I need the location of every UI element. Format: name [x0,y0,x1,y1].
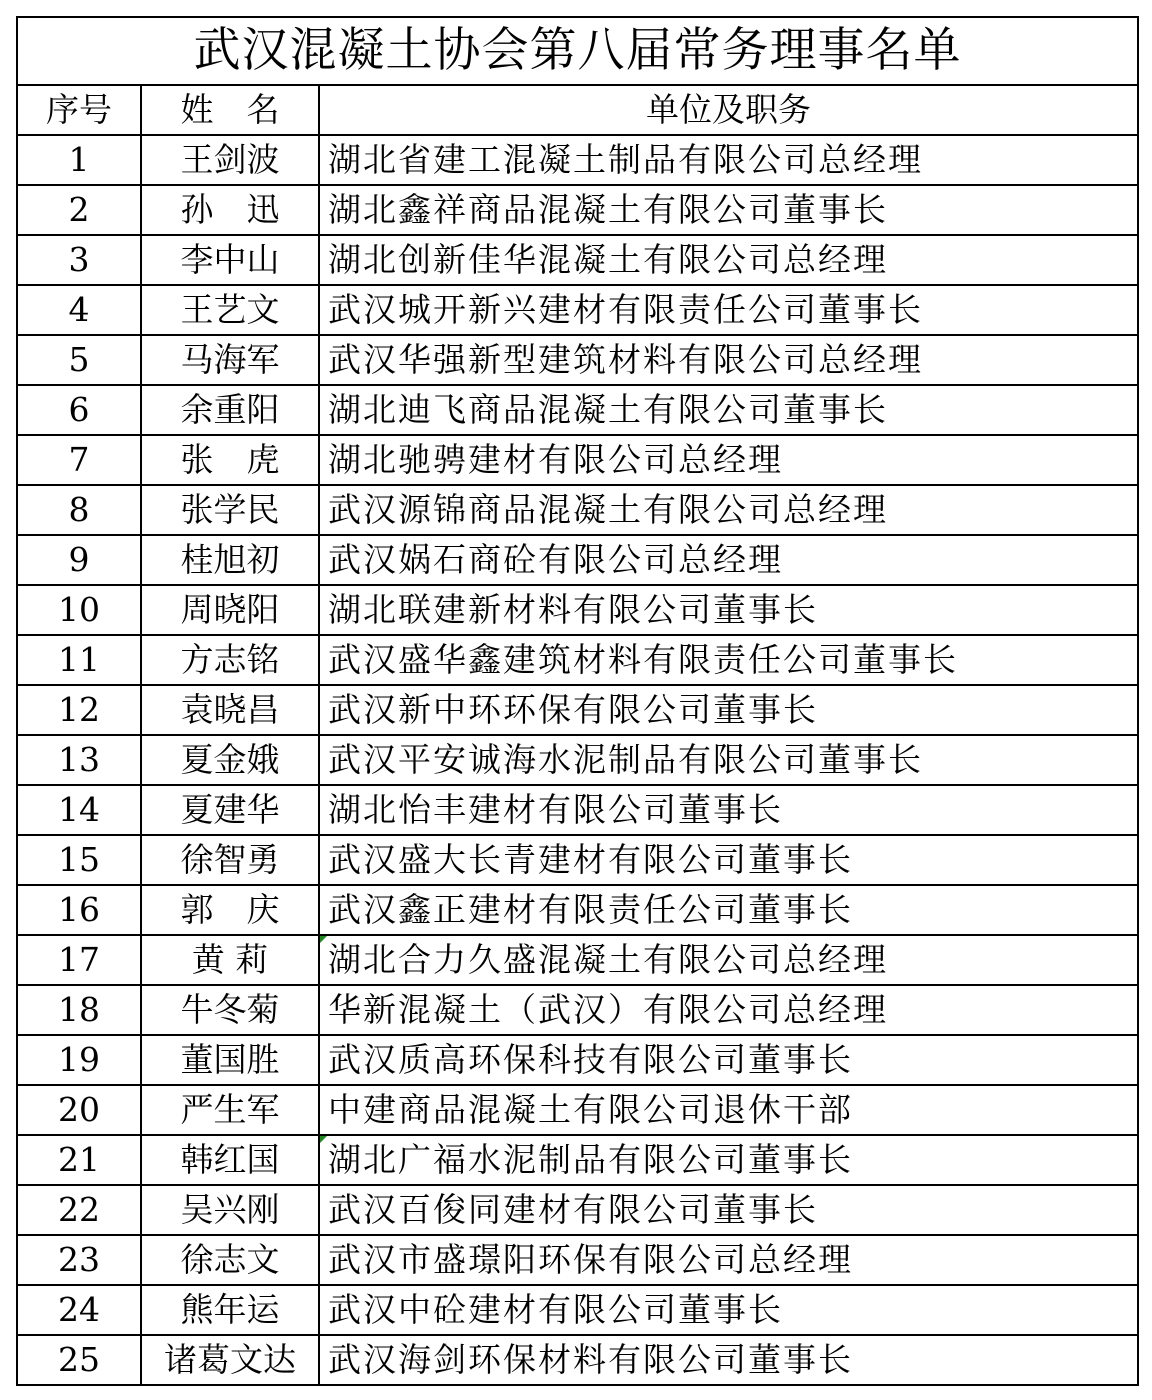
table-row [17,535,1138,585]
row-number: 17 [17,935,141,985]
row-number: 20 [17,1085,141,1135]
row-number: 4 [17,285,141,335]
member-organization: 武汉中砼建材有限公司董事长 [319,1285,1138,1335]
title-row [17,17,1138,85]
table-row [17,685,1138,735]
member-name: 袁晓昌 [141,685,319,735]
table-row [17,485,1138,535]
row-number: 25 [17,1335,141,1385]
row-number: 19 [17,1035,141,1085]
member-organization: 武汉市盛璟阳环保有限公司总经理 [319,1235,1138,1285]
table-row [17,1335,1138,1385]
member-name: 余重阳 [141,385,319,435]
member-organization: 湖北怡丰建材有限公司董事长 [319,785,1138,835]
row-number: 24 [17,1285,141,1335]
member-name: 徐志文 [141,1235,319,1285]
member-organization: 武汉源锦商品混凝土有限公司总经理 [319,485,1138,535]
table-row [17,135,1138,185]
member-organization: 湖北迪飞商品混凝土有限公司董事长 [319,385,1138,435]
table-row [17,885,1138,935]
table-row [17,435,1138,485]
row-number: 7 [17,435,141,485]
member-organization: 湖北鑫祥商品混凝土有限公司董事长 [319,185,1138,235]
row-number: 13 [17,735,141,785]
member-organization: 湖北创新佳华混凝土有限公司总经理 [319,235,1138,285]
member-name: 夏金娥 [141,735,319,785]
member-name: 黄 莉 [141,935,319,985]
row-number: 12 [17,685,141,735]
member-organization: 武汉海剑环保材料有限公司董事长 [319,1335,1138,1385]
member-name: 王艺文 [141,285,319,335]
member-name: 严生军 [141,1085,319,1135]
table-row [17,785,1138,835]
table-row [17,1085,1138,1135]
row-number: 15 [17,835,141,885]
member-organization: 武汉盛华鑫建筑材料有限责任公司董事长 [319,635,1138,685]
member-name: 牛冬菊 [141,985,319,1035]
member-name: 孙 迅 [141,185,319,235]
table-row [17,185,1138,235]
header-row [17,85,1138,135]
row-number: 22 [17,1185,141,1235]
table-row [17,1235,1138,1285]
row-number: 21 [17,1135,141,1185]
member-name: 董国胜 [141,1035,319,1085]
table-row [17,1185,1138,1235]
member-organization: 湖北驰骋建材有限公司总经理 [319,435,1138,485]
member-organization: 武汉新中环环保有限公司董事长 [319,685,1138,735]
member-name: 桂旭初 [141,535,319,585]
member-name: 李中山 [141,235,319,285]
table-row [17,585,1138,635]
header-name: 姓 名 [141,85,319,135]
table-row [17,835,1138,885]
table-row [17,235,1138,285]
table-row [17,385,1138,435]
header-no: 序号 [17,85,141,135]
member-name: 韩红国 [141,1135,319,1185]
row-number: 8 [17,485,141,535]
member-organization: 湖北广福水泥制品有限公司董事长 [319,1135,1138,1185]
table-row [17,735,1138,785]
member-organization: 武汉百俊同建材有限公司董事长 [319,1185,1138,1235]
row-number: 14 [17,785,141,835]
member-organization: 中建商品混凝土有限公司退休干部 [319,1085,1138,1135]
row-number: 23 [17,1235,141,1285]
member-name: 徐智勇 [141,835,319,885]
member-organization: 武汉质高环保科技有限公司董事长 [319,1035,1138,1085]
member-organization: 武汉华强新型建筑材料有限公司总经理 [319,335,1138,385]
row-number: 5 [17,335,141,385]
member-organization: 华新混凝土（武汉）有限公司总经理 [319,985,1138,1035]
member-name: 张 虎 [141,435,319,485]
table-row [17,1035,1138,1085]
member-name: 熊年运 [141,1285,319,1335]
row-number: 6 [17,385,141,435]
member-organization: 湖北联建新材料有限公司董事长 [319,585,1138,635]
member-name: 周晓阳 [141,585,319,635]
table-row [17,1285,1138,1335]
member-name: 吴兴刚 [141,1185,319,1235]
member-name: 夏建华 [141,785,319,835]
member-organization: 湖北合力久盛混凝土有限公司总经理 [319,935,1138,985]
table-row [17,1135,1138,1185]
member-name: 诸葛文达 [141,1335,319,1385]
table-row [17,635,1138,685]
member-name: 张学民 [141,485,319,535]
comment-indicator-icon[interactable] [320,936,327,943]
row-number: 2 [17,185,141,235]
member-organization: 武汉平安诚海水泥制品有限公司董事长 [319,735,1138,785]
row-number: 3 [17,235,141,285]
row-number: 16 [17,885,141,935]
row-number: 11 [17,635,141,685]
member-list-table [16,16,1139,1386]
table-row [17,985,1138,1035]
page-title: 武汉混凝土协会第八届常务理事名单 [17,17,1138,85]
member-organization: 武汉城开新兴建材有限责任公司董事长 [319,285,1138,335]
table-row [17,935,1138,985]
member-organization: 武汉盛大长青建材有限公司董事长 [319,835,1138,885]
row-number: 9 [17,535,141,585]
member-name: 王剑波 [141,135,319,185]
row-number: 10 [17,585,141,635]
member-name: 马海军 [141,335,319,385]
member-name: 方志铭 [141,635,319,685]
comment-indicator-icon[interactable] [320,1136,327,1143]
member-name: 郭 庆 [141,885,319,935]
row-number: 1 [17,135,141,185]
member-organization: 湖北省建工混凝土制品有限公司总经理 [319,135,1138,185]
row-number: 18 [17,985,141,1035]
header-org: 单位及职务 [319,85,1138,135]
table-row [17,285,1138,335]
table-row [17,335,1138,385]
member-organization: 武汉娲石商砼有限公司总经理 [319,535,1138,585]
member-organization: 武汉鑫正建材有限责任公司董事长 [319,885,1138,935]
